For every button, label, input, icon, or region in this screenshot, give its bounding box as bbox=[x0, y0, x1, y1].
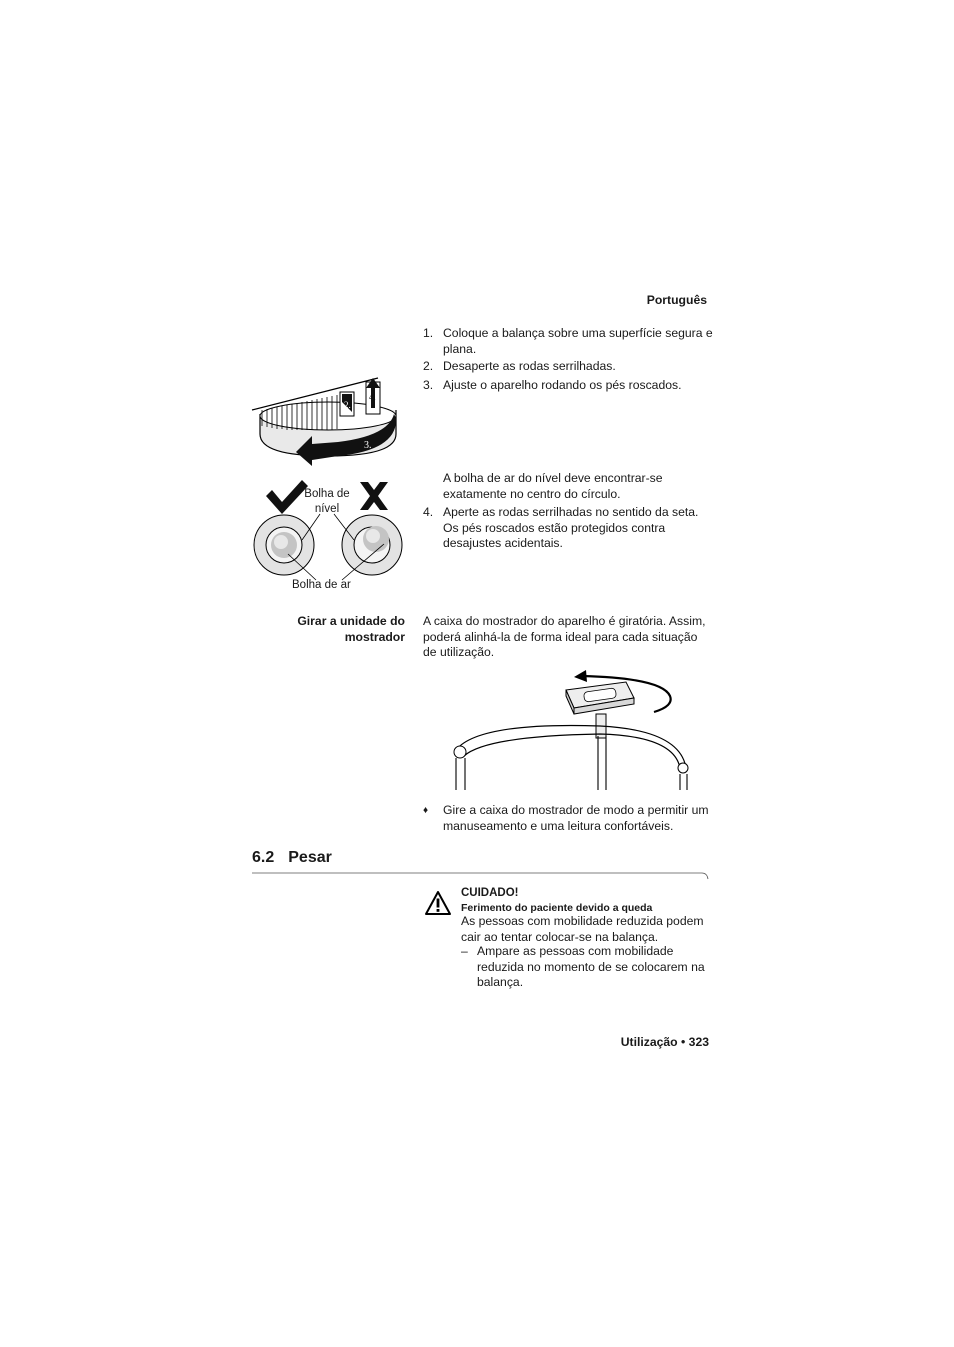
step-text: Ajuste o aparelho rodando os pés roscados. bbox=[443, 378, 682, 392]
bullet-diamond-icon: ♦ bbox=[423, 805, 429, 816]
section-title: Pesar bbox=[288, 849, 332, 866]
step-3 bbox=[423, 378, 713, 394]
step-text: Aperte as rodas serrilhadas no sentido da seta. Os pés roscados estão protegidos contra desajustes acidentais. bbox=[443, 505, 699, 550]
cross-icon bbox=[360, 482, 388, 510]
bullet-text: Gire a caixa do mostrador de modo a permitir um manuseamento e uma leitura confortáveis. bbox=[443, 803, 709, 833]
page-language-header: Português bbox=[646, 293, 707, 307]
step-4 bbox=[423, 505, 713, 552]
label-air-bubble: Bolha de ar bbox=[292, 579, 351, 591]
display-rotation-figure bbox=[448, 670, 698, 792]
caution-title: CUIDADO! bbox=[461, 887, 519, 899]
rotate-heading: Girar a unidade do mostrador bbox=[297, 614, 405, 644]
step-2 bbox=[423, 359, 713, 375]
figure-label-3: 3. bbox=[364, 440, 372, 451]
section-number: 6.2 bbox=[252, 849, 275, 866]
step-text: Desaperte as rodas serrilhadas. bbox=[443, 359, 616, 373]
label-level-bubble: Bolha de nível bbox=[304, 488, 350, 515]
step-number: 4. bbox=[423, 505, 434, 519]
warning-triangle-icon bbox=[424, 890, 452, 916]
dash-bullet: – bbox=[461, 944, 468, 958]
step-text: Coloque a balança sobre uma superfície segura e plana. bbox=[443, 326, 713, 356]
step-1 bbox=[423, 326, 713, 357]
section-heading bbox=[252, 848, 332, 868]
figure-label-2: 2. bbox=[344, 400, 351, 410]
caution-text: As pessoas com mobilidade reduzida podem cair ao tentar colocar-se na balança. bbox=[461, 914, 704, 944]
caution-action bbox=[461, 944, 711, 991]
caution-action-text: Ampare as pessoas com mobilidade reduzida no momento de se colocarem na balança. bbox=[477, 944, 705, 989]
step-number: 3. bbox=[423, 378, 434, 392]
page-footer: Utilização • 323 bbox=[620, 1035, 709, 1049]
step-number: 2. bbox=[423, 359, 434, 373]
caution-subtitle: Ferimento do paciente devido a queda bbox=[461, 902, 653, 914]
bullet-item bbox=[423, 803, 713, 834]
step-number: 1. bbox=[423, 326, 434, 340]
foot-adjustment-figure bbox=[248, 372, 408, 472]
section-divider bbox=[252, 872, 710, 882]
figure-label-4: 4. bbox=[369, 392, 376, 402]
rotate-text: A caixa do mostrador do aparelho é giratória. Assim, poderá alinhá-la de forma ideal para cada situação de utilização. bbox=[423, 614, 706, 659]
bubble-note: A bolha de ar do nível deve encontrar-se exatamente no centro do círculo. bbox=[443, 471, 663, 501]
